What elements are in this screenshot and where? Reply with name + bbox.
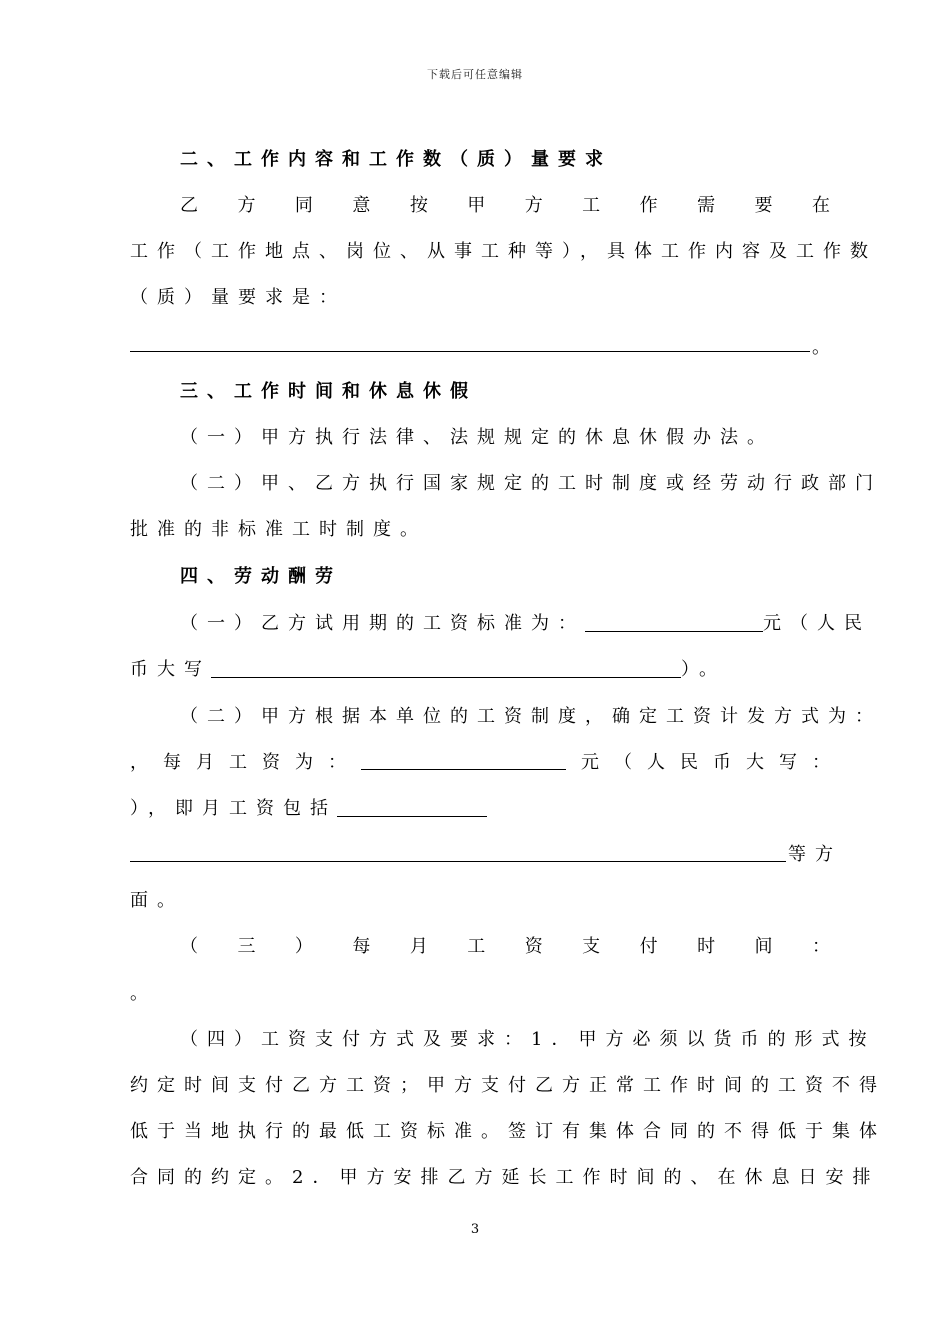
s2-p1-char: 在 bbox=[811, 195, 830, 216]
wage-includes-rule[interactable] bbox=[130, 861, 786, 862]
s4-item-1-line-1 bbox=[180, 612, 871, 636]
end-mark: 。 bbox=[812, 337, 839, 358]
s4-i3-char: 三 bbox=[237, 936, 256, 957]
s4-l2-char: 资 bbox=[262, 752, 280, 773]
s4-i3-char: 工 bbox=[467, 936, 486, 957]
s4-l2-tail-char: 币 bbox=[713, 752, 731, 773]
s4-i3-char: 支 bbox=[582, 936, 601, 957]
s4-item-3-line-2: 。 bbox=[130, 983, 157, 1004]
s4-l2-char: 为 bbox=[295, 752, 313, 773]
s4-item-1-line-2 bbox=[130, 658, 830, 682]
section-3-title: 三、工作时间和休息休假 bbox=[180, 381, 477, 402]
s4-l2-tail-char: 大 bbox=[746, 752, 764, 773]
s4-l2-tail-char: 元 bbox=[581, 752, 599, 773]
s4-item-4-line-1: （四）工资支付方式及要求：1．甲方必须以货币的形式按 bbox=[180, 1029, 876, 1050]
s4-l2-char: 工 bbox=[229, 752, 247, 773]
s4-i3-char: （ bbox=[180, 936, 198, 957]
s3-item-2-line-1: （二）甲、乙方执行国家规定的工时制度或经劳动行政部门 bbox=[180, 473, 882, 494]
s2-paragraph-line-2: 工作（工作地点、岗位、从事工种等），具体工作内容及工作数 bbox=[130, 241, 877, 262]
s4-item-2-line-1: （二）甲方根据本单位的工资制度，确定工资计发方式为： bbox=[180, 706, 882, 727]
s4-item-2-line-3 bbox=[130, 797, 830, 821]
page-header: 下载后可任意编辑 bbox=[427, 68, 523, 81]
s2-p1-char: 作 bbox=[639, 195, 658, 216]
s4-item-1-text: （一）乙方试用期的工资标准为： bbox=[180, 613, 585, 634]
s4-item-3-line-1 bbox=[180, 935, 830, 959]
s4-item-2-line-2 bbox=[130, 751, 830, 775]
s4-item-1-unit: 元（人民 bbox=[763, 613, 871, 634]
s2-p1-char: 乙 bbox=[180, 195, 198, 216]
section-2-title: 二、工作内容和工作数（质）量要求 bbox=[180, 149, 612, 170]
s2-paragraph-line-3: （质）量要求是： bbox=[130, 287, 346, 308]
s2-p1-char: 工 bbox=[582, 195, 601, 216]
fill-in-rule bbox=[130, 351, 810, 352]
s4-item-4-line-2: 约定时间支付乙方工资；甲方支付乙方正常工作时间的工资不得 bbox=[130, 1075, 886, 1096]
s4-l2-tail-char: （ bbox=[614, 752, 632, 773]
s4-item-2-line-4: 等方 bbox=[788, 844, 842, 865]
s3-item-2-line-2: 批准的非标准工时制度。 bbox=[130, 519, 427, 540]
s4-l2-tail-char: 民 bbox=[680, 752, 698, 773]
s4-l2-char: ， bbox=[130, 752, 148, 773]
s4-i3-char: 月 bbox=[409, 936, 428, 957]
s2-p1-char: 要 bbox=[754, 195, 773, 216]
s2-p1-char: 意 bbox=[352, 195, 371, 216]
s4-i3-char: 付 bbox=[639, 936, 658, 957]
monthly-wage-blank[interactable] bbox=[361, 751, 566, 770]
s4-item-4-line-3: 低于当地执行的最低工资标准。签订有集体合同的不得低于集体 bbox=[130, 1121, 886, 1142]
rmb-uppercase-blank[interactable] bbox=[211, 659, 681, 678]
s4-l2-tail-char: 人 bbox=[647, 752, 665, 773]
s4-l2-char: 月 bbox=[196, 752, 214, 773]
s2-p1-char: 方 bbox=[237, 195, 256, 216]
s4-item-2-line-5: 面。 bbox=[130, 890, 184, 911]
s4-item-1-rmb-label: 币大写 bbox=[130, 659, 211, 680]
s2-p1-char: 同 bbox=[294, 195, 313, 216]
s4-item-1-close: ）。 bbox=[681, 659, 726, 680]
s4-l2-tail-char: ： bbox=[812, 752, 830, 773]
s4-item-2-includes-text: ），即月工资包括 bbox=[130, 798, 337, 819]
wage-includes-blank[interactable] bbox=[337, 798, 487, 817]
s3-item-1: （一）甲方执行法律、法规规定的休息休假办法。 bbox=[180, 427, 774, 448]
s4-i3-char: 每 bbox=[352, 936, 371, 957]
s4-l2-char: 每 bbox=[163, 752, 181, 773]
s4-i3-char: 资 bbox=[524, 936, 543, 957]
section-4-title: 四、劳动酬劳 bbox=[180, 566, 342, 587]
s4-i3-char: 时 bbox=[697, 936, 716, 957]
s2-p1-char: 需 bbox=[697, 195, 716, 216]
s4-l2-char: ： bbox=[328, 752, 346, 773]
s4-item-4-line-4: 合同的约定。2．甲方安排乙方延长工作时间的、在休息日安排 bbox=[130, 1167, 880, 1188]
s2-p1-char: 方 bbox=[524, 195, 543, 216]
s2-p1-char: 按 bbox=[409, 195, 428, 216]
probation-wage-blank[interactable] bbox=[585, 613, 763, 632]
s4-l2-tail-char: 写 bbox=[779, 752, 797, 773]
s2-p1-char: 甲 bbox=[467, 195, 486, 216]
s4-i3-char: ） bbox=[294, 936, 313, 957]
page-number: 3 bbox=[470, 1222, 480, 1237]
s4-i3-char: 间 bbox=[754, 936, 773, 957]
s2-paragraph-line-1 bbox=[180, 194, 830, 218]
s4-i3-char: ： bbox=[811, 936, 830, 957]
